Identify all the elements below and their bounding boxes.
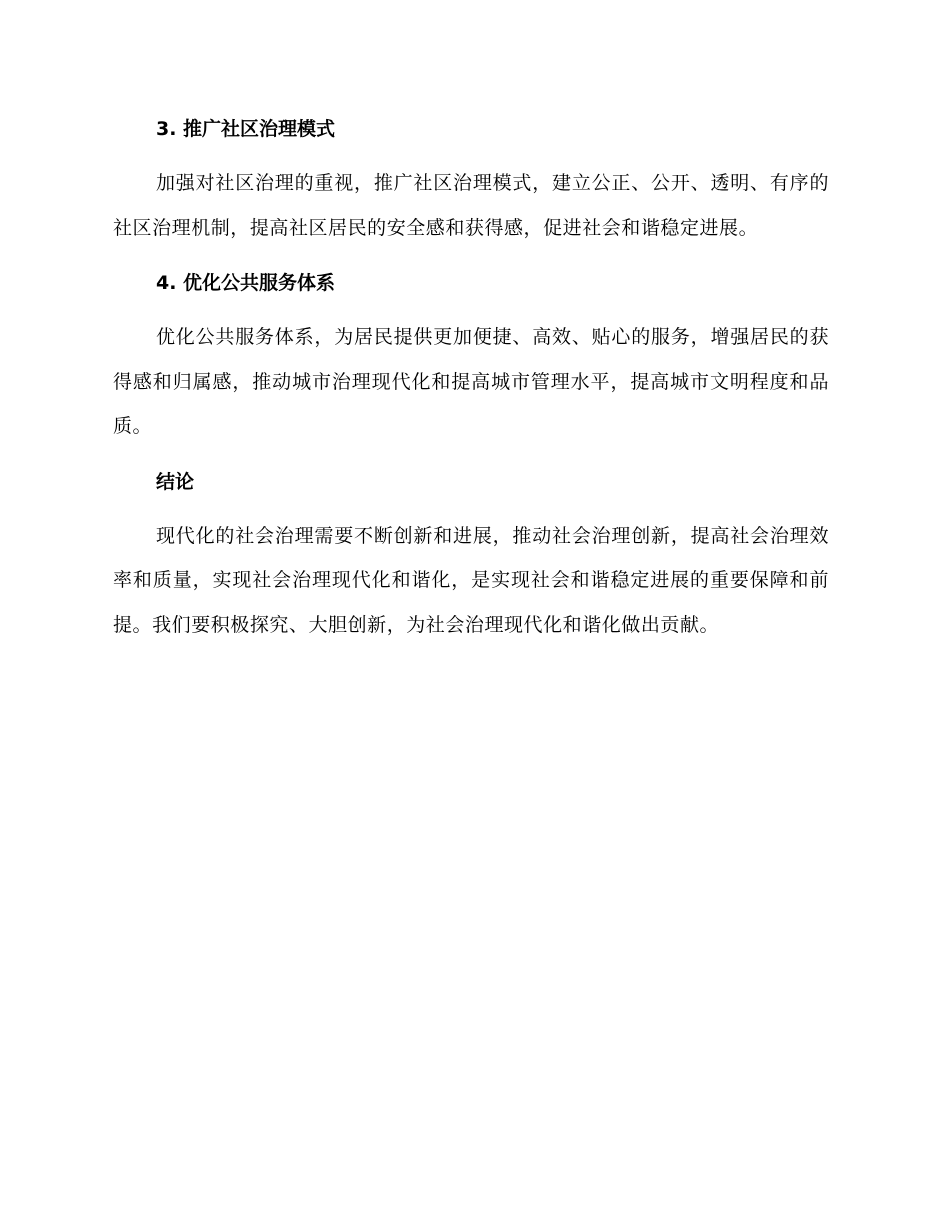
- section-paragraph-3: 加强对社区治理的重视，推广社区治理模式，建立公正、公开、透明、有序的社区治理机制，提高社区居民的安全感和获得感，促进社会和谐稳定进展。: [113, 172, 829, 239]
- conclusion-paragraph: 现代化的社会治理需要不断创新和进展，推动社会治理创新，提高社会治理效率和质量，实现社会治理现代化和谐化，是实现社会和谐稳定进展的重要保障和前提。我们要积极探究、大胆创新，为社会治理现代化和谐化做出贡献。: [113, 524, 829, 636]
- section-heading-4: 4. 优化公共服务体系: [156, 272, 336, 294]
- document-body: [113, 110, 829, 647]
- section-paragraph-4: 优化公共服务体系，为居民提供更加便捷、高效、贴心的服务，增强居民的获得感和归属感，推动城市治理现代化和提高城市管理水平，提高城市文明程度和品质。: [113, 326, 829, 437]
- section-heading-3: 3. 推广社区治理模式: [156, 118, 336, 140]
- conclusion-heading: 结论: [156, 470, 195, 493]
